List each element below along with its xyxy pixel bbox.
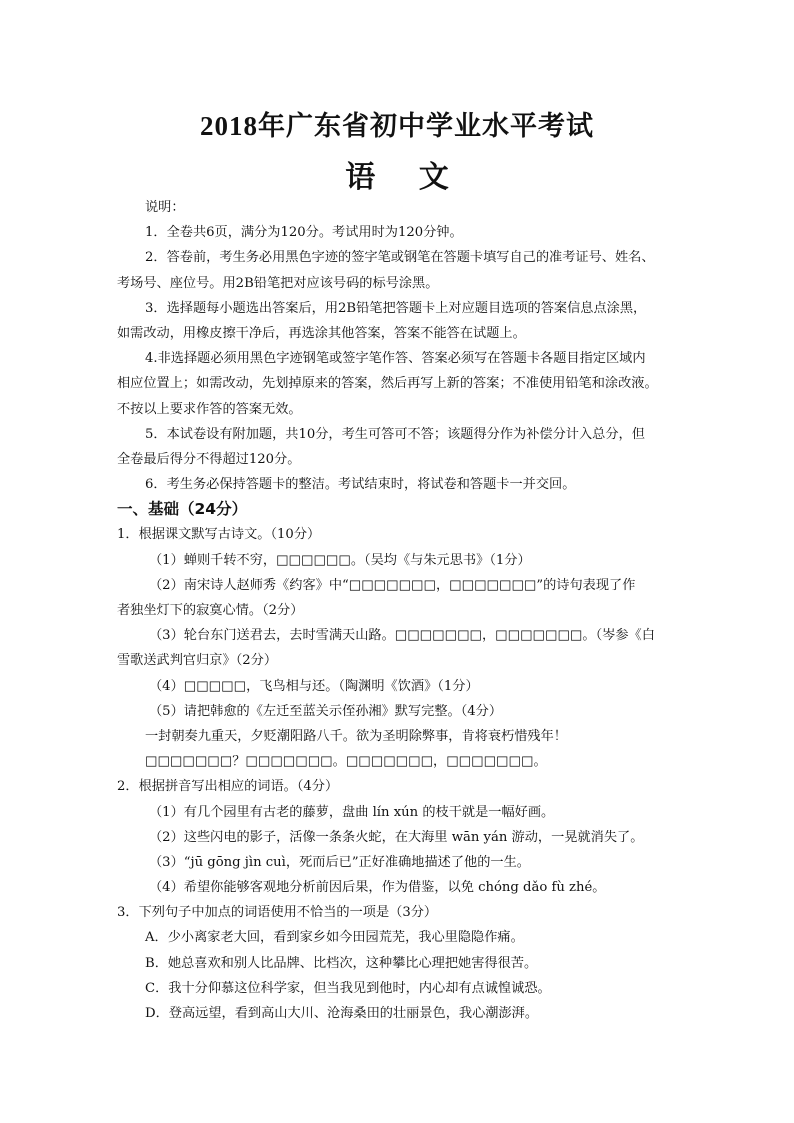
instructions-heading: 说明： — [145, 200, 185, 215]
question-1-poem: 一封朝奏九重天，夕贬潮阳路八千。欲为圣明除弊事，肯将衰朽惜残年！ — [145, 728, 567, 744]
instruction-line: 全卷最后得分不得超过120分。 — [117, 451, 301, 467]
instruction-line: 6．考生务必保持答题卡的整洁。考试结束时，将试卷和答题卡一并交回。 — [145, 477, 576, 493]
instruction-line: 5．本试卷设有附加题，共10分，考生可答可不答；该题得分作为补偿分计入总分，但 — [145, 426, 645, 442]
question-1-item: （5）请把韩愈的《左迁至蓝关示侄孙湘》默写完整。（4分） — [149, 703, 503, 719]
instruction-line: 不按以上要求作答的答案无效。 — [117, 401, 302, 417]
question-1-poem-blanks: □□□□□□□？□□□□□□□。□□□□□□□，□□□□□□□。 — [145, 754, 547, 770]
question-3-stem: 3．下列句子中加点的词语使用不恰当的一项是（3分） — [117, 905, 438, 921]
instruction-line: 2．答卷前，考生务必用黑色字迹的签字笔或钢笔在答题卡填写自己的准考证号、姓名、 — [145, 250, 655, 266]
question-3-option: B．她总喜欢和别人比品牌、比档次，这种攀比心理把她害得很苦。 — [145, 955, 538, 971]
question-3-option: D．登高远望，看到高山大川、沧海桑田的壮丽景色，我心潮澎湃。 — [145, 1006, 539, 1021]
question-3-option: C．我十分仰慕这位科学家，但当我见到他时，内心却有点诚惶诚恐。 — [145, 980, 551, 996]
instruction-line: 考场号、座位号。用2B铅笔把对应该号码的标号涂黑。 — [117, 275, 439, 291]
instruction-line: 1．全卷共6页，满分为120分。考试用时为120分钟。 — [145, 225, 463, 241]
question-2-item: （2）这些闪电的影子，活像一条条火蛇，在大海里 wān yán 游动，一晃就消失了。 — [149, 829, 644, 845]
subject-title: 语 文 — [345, 161, 467, 194]
instruction-line: 3．选择题每小题选出答案后，用2B铅笔把答题卡上对应题目选项的答案信息点涂黑， — [145, 300, 647, 316]
exam-title: 2018年广东省初中学业水平考试 — [200, 111, 594, 141]
question-1-item: （2）南宋诗人赵师秀《约客》中“□□□□□□□，□□□□□□□”的诗句表现了作 — [149, 577, 636, 593]
instruction-line: 相应位置上；如需改动，先划掉原来的答案，然后再写上新的答案；不准使用铅笔和涂改液。 — [117, 376, 658, 392]
question-1-item: 雪歌送武判官归京》（2分） — [117, 653, 278, 669]
question-1-item: 者独坐灯下的寂寞心情。（2分） — [117, 603, 304, 618]
question-2-item: （1）有几个园里有古老的藤萝，盘曲 lín xún 的枝干就是一幅好画。 — [149, 804, 555, 820]
instruction-line: 如需改动，用橡皮擦干净后，再选涂其他答案，答案不能答在试题上。 — [117, 325, 526, 341]
question-1-item: （4）□□□□□，飞鸟相与还。（陶渊明《饮酒》（1分） — [149, 678, 479, 694]
exam-body — [117, 195, 681, 1026]
question-1-stem: 1．根据课文默写古诗文。（10分） — [117, 527, 321, 543]
question-2-item: （3）“jū gōng jìn cuì，死而后已”正好准确地描述了他的一生。 — [149, 854, 530, 870]
question-2-item: （4）希望你能够客观地分析前因后果，作为借鉴，以免 chóng dǎo fù zhé。 — [149, 880, 606, 896]
section-heading: 一、基础（24分） — [117, 500, 248, 519]
question-1-item: （3）轮台东门送君去，去时雪满天山路。□□□□□□□，□□□□□□□。（岑参《白 — [149, 628, 655, 644]
question-1-item: （1）蝉则千转不穷，□□□□□□。（吴均《与朱元思书》（1分） — [149, 552, 531, 568]
question-3-option: A．少小离家老大回，看到家乡如今田园荒芜，我心里隐隐作痛。 — [145, 930, 524, 946]
question-2-stem: 2．根据拼音写出相应的词语。（4分） — [117, 779, 339, 795]
instruction-line: 4.非选择题必须用黑色字迹钢笔或签字笔作答、答案必须写在答题卡各题目指定区域内 — [145, 351, 646, 367]
